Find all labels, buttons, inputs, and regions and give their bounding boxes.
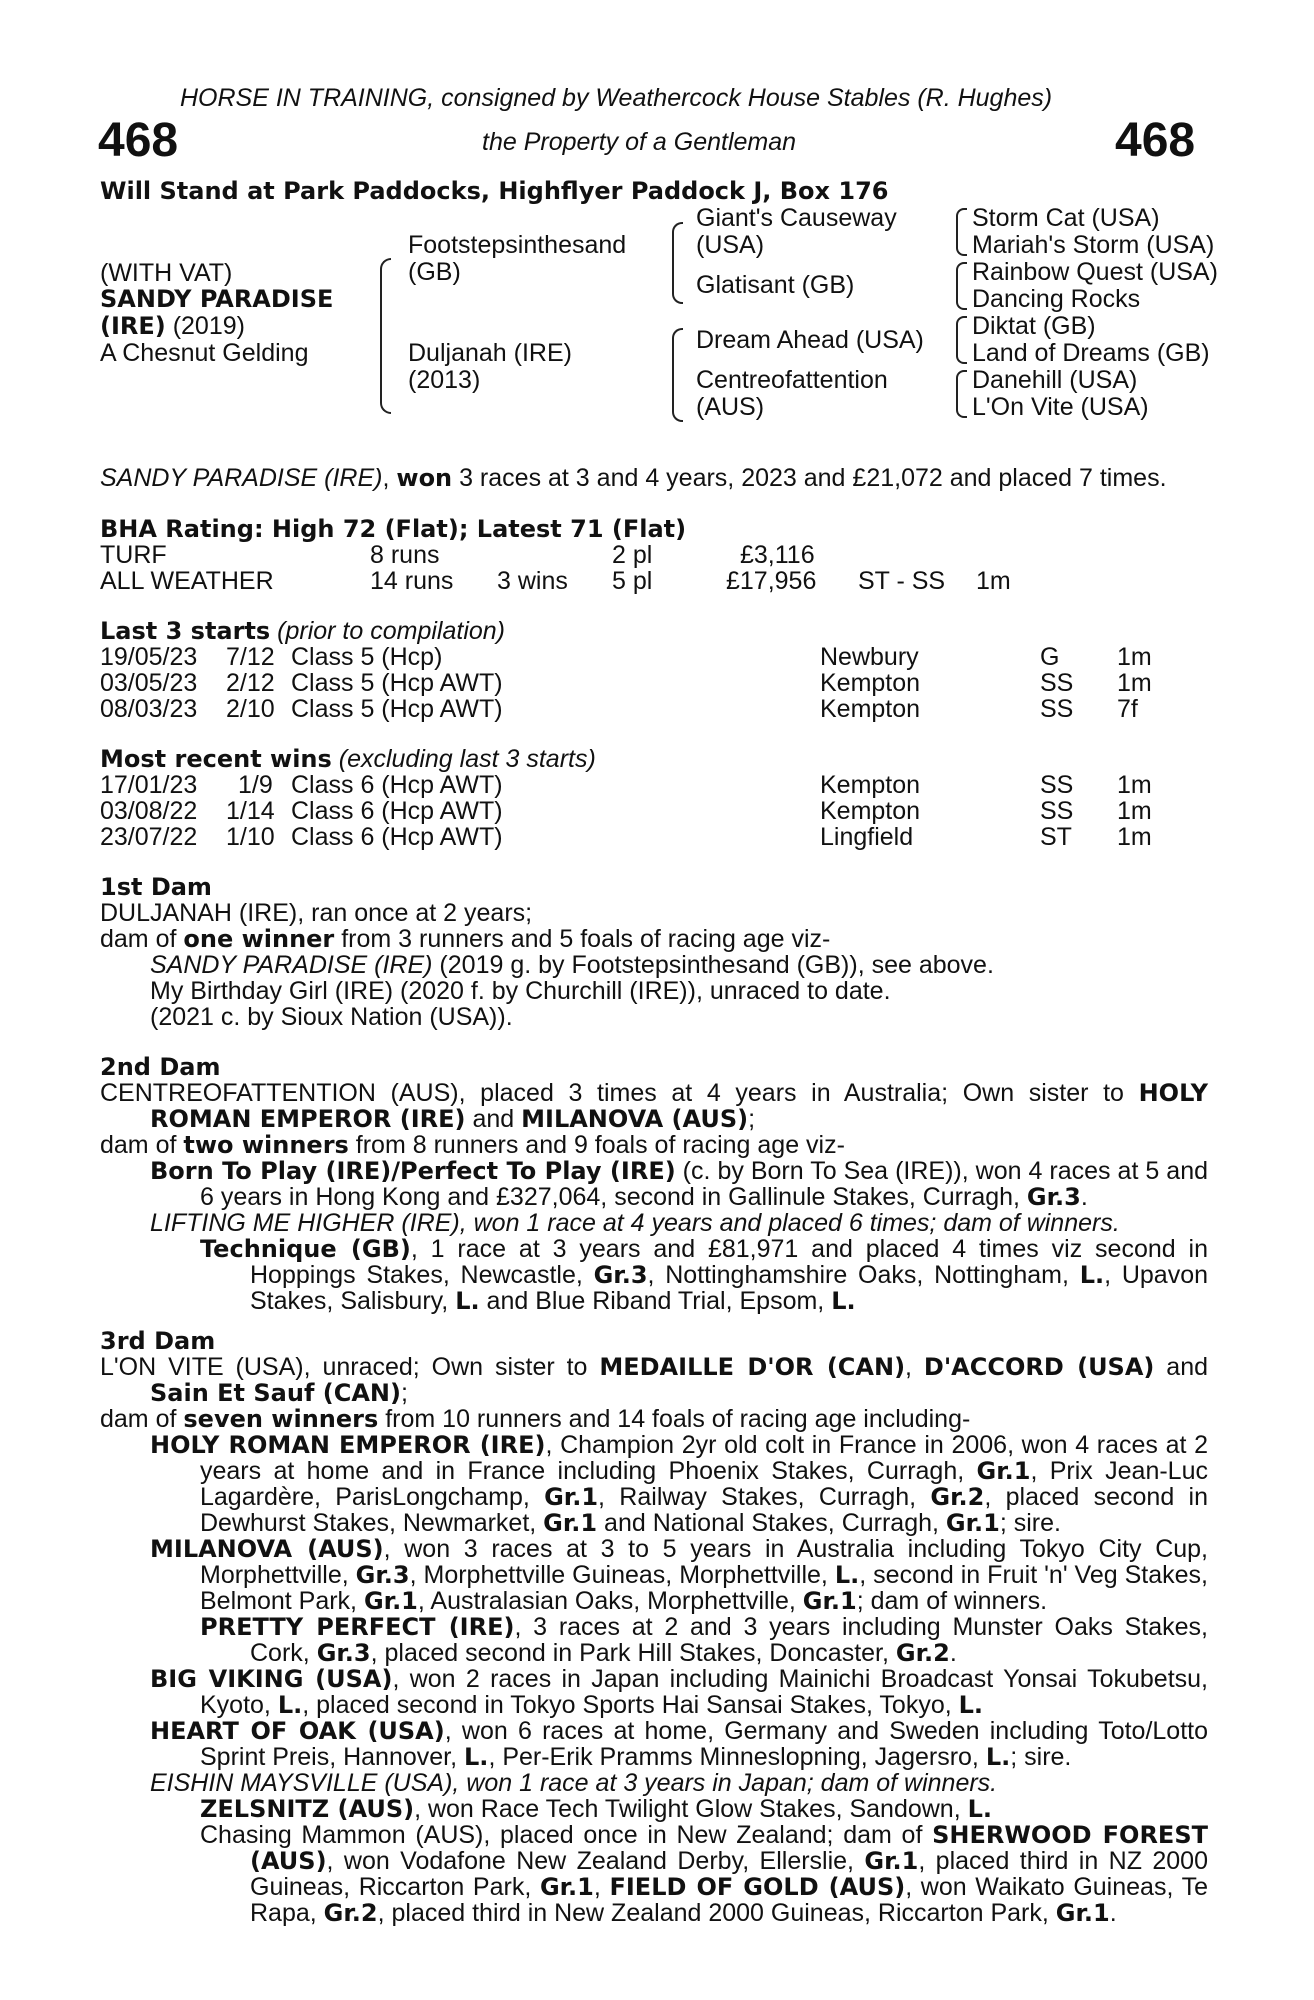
gen3-ancestor: Rainbow Quest (USA) [972,258,1218,286]
produce-entry: Chasing Mammon (AUS), placed once in New Zealand; dam of SHERWOOD FOREST (AUS), won Vodafone New Zealand Derby, Ellerslie, Gr.1, placed third in NZ 2000 Guineas, Riccarton Park, Gr.1, FIELD OF GOLD (AUS), won Waikato Guineas, Te Rapa, Gr.2, placed third in New Zealand 2000 Guineas, Riccarton Park, Gr.1. [200,1821,1208,1927]
gen3-ancestor: Storm Cat (USA) [972,204,1160,232]
brace-gen3-3 [956,316,967,364]
brace-sire [672,222,683,304]
brace-dam [672,328,683,422]
produce-entry: ZELSNITZ (AUS), won Race Tech Twilight Glow Stakes, Sandown, L. [200,1795,993,1823]
produce-entry: PRETTY PERFECT (IRE), 3 races at 2 and 3 years including Munster Oaks Stakes, Cork, Gr.3, placed second in Park Hill Stakes, Doncaster, Gr.2. [200,1613,1208,1667]
produce-entry: EISHIN MAYSVILLE (USA), won 1 race at 3 years in Japan; dam of winners. [150,1769,998,1797]
dam-dam-name: Centreofattention [696,366,888,394]
sire-origin: (GB) [408,258,461,286]
sire-sire-origin: (USA) [696,231,765,259]
third-dam-intro: L'ON VITE (USA), unraced; Own sister to MEDAILLE D'OR (CAN), D'ACCORD (USA) and Sain Et Sauf (CAN); [100,1353,1209,1407]
produce-entry: HOLY ROMAN EMPEROR (IRE), Champion 2yr old colt in France in 2006, won 4 races at 2 years at home and in France including Phoenix Stakes, Curragh, Gr.1, Prix Jean-Luc Lagardère, ParisLongchamp, Gr.1, Railway Stakes, Curragh, Gr.2, placed second in Dewhurst Stakes, Newmarket, Gr.1 and National Stakes, Curragh, Gr.1; sire. [150,1431,1209,1537]
sire-name: Footstepsinthesand [408,231,627,259]
first-dam-section [100,874,1208,1030]
dam-dam-origin: (AUS) [696,393,765,421]
second-dam-section [100,1054,1208,1314]
first-dam-produce: dam of one winner from 3 runners and 5 foals of racing age viz- [100,925,831,953]
sire-dam-name: Glatisant (GB) [696,271,855,299]
horse-name: SANDY PARADISE [100,285,334,313]
vat-note: (WITH VAT) [100,259,233,287]
gen3-ancestor: Land of Dreams (GB) [972,339,1210,367]
foal-entry: (2021 c. by Sioux Nation (USA)). [150,1003,513,1031]
stand-location: Will Stand at Park Paddocks, Highflyer Paddock J, Box 176 [100,177,889,205]
horse-description: A Chesnut Gelding [100,339,309,367]
gen3-ancestor: Danehill (USA) [972,366,1138,394]
lot-number-left: 468 [98,114,179,167]
dam-name: Duljanah (IRE) [408,339,572,367]
gen3-ancestor: Diktat (GB) [972,312,1096,340]
produce-entry: LIFTING ME HIGHER (IRE), won 1 race at 4 years and placed 6 times; dam of winners. [150,1209,1120,1237]
bha-rating-heading: BHA Rating: High 72 (Flat); Latest 71 (Flat) [100,515,687,543]
produce-entry: Technique (GB), 1 race at 3 years and £81,971 and placed 4 times viz second in Hoppings Stakes, Newcastle, Gr.3, Nottinghamshire Oaks, Nottingham, L., Upavon Stakes, Salisbury, L. and Blue Riband Trial, Epsom, L. [200,1235,1208,1315]
gen3-ancestor: L'On Vite (USA) [972,393,1149,421]
horse-name-suffix: (IRE) (2019) [100,312,245,340]
third-dam-produce: dam of seven winners from 10 runners and 14 foals of racing age including- [100,1405,971,1433]
first-dam-heading: 1st Dam [100,873,212,901]
foal-entry: SANDY PARADISE (IRE) (2019 g. by Footstepsinthesand (GB)), see above. [150,951,994,979]
brace-gen3-2 [956,262,967,310]
third-dam-section [100,1328,1208,1926]
second-dam-heading: 2nd Dam [100,1053,221,1081]
third-dam-heading: 3rd Dam [100,1327,216,1355]
first-dam-intro: DULJANAH (IRE), ran once at 2 years; [100,899,533,927]
recent-wins-heading: Most recent wins (excluding last 3 starts) [100,745,596,773]
gen3-ancestor: Mariah's Storm (USA) [972,231,1215,259]
consignment-line: HORSE IN TRAINING, consigned by Weathercock House Stables (R. Hughes) [180,84,1053,112]
dam-sire-name: Dream Ahead (USA) [696,326,924,354]
produce-entry: HEART OF OAK (USA), won 6 races at home, Germany and Sweden including Toto/Lotto Sprint Preis, Hannover, L., Per-Erik Pramms Minneslopning, Jagersro, L.; sire. [150,1717,1209,1771]
brace-gen3-1 [956,208,967,256]
foal-entry: My Birthday Girl (IRE) (2020 f. by Churchill (IRE)), unraced to date. [150,977,891,1005]
second-dam-produce: dam of two winners from 8 runners and 9 foals of racing age viz- [100,1131,845,1159]
dam-year: (2013) [408,366,481,394]
second-dam-intro: CENTREOFATTENTION (AUS), placed 3 times at 4 years in Australia; Own sister to HOLY ROMAN EMPEROR (IRE) and MILANOVA (AUS); [100,1079,1208,1133]
brace-gen1 [380,258,391,414]
race-summary: SANDY PARADISE (IRE), won 3 races at 3 and 4 years, 2023 and £21,072 and placed 7 times. [100,464,1167,492]
sire-sire-name: Giant's Causeway [696,204,897,232]
lot-number-right: 468 [1115,114,1196,167]
brace-gen3-4 [956,370,967,418]
last3-heading: Last 3 starts (prior to compilation) [100,617,506,645]
produce-entry: MILANOVA (AUS), won 3 races at 3 to 5 years in Australia including Tokyo City Cup, Morphettville, Gr.3, Morphettville Guineas, Morphettville, L., second in Fruit 'n' Veg Stakes, Belmont Park, Gr.1, Australasian Oaks, Morphettville, Gr.1; dam of winners. [150,1535,1208,1615]
produce-entry: BIG VIKING (USA), won 2 races in Japan including Mainichi Broadcast Yonsai Tokubetsu, Kyoto, L., placed second in Tokyo Sports Hai Sansai Stakes, Tokyo, L. [150,1665,1208,1719]
property-line: the Property of a Gentleman [482,128,797,156]
produce-entry: Born To Play (IRE)/Perfect To Play (IRE) (c. by Born To Sea (IRE)), won 4 races at 5 and 6 years in Hong Kong and £327,064, second in Gallinule Stakes, Curragh, Gr.3. [150,1157,1208,1211]
gen3-ancestor: Dancing Rocks [972,285,1141,313]
